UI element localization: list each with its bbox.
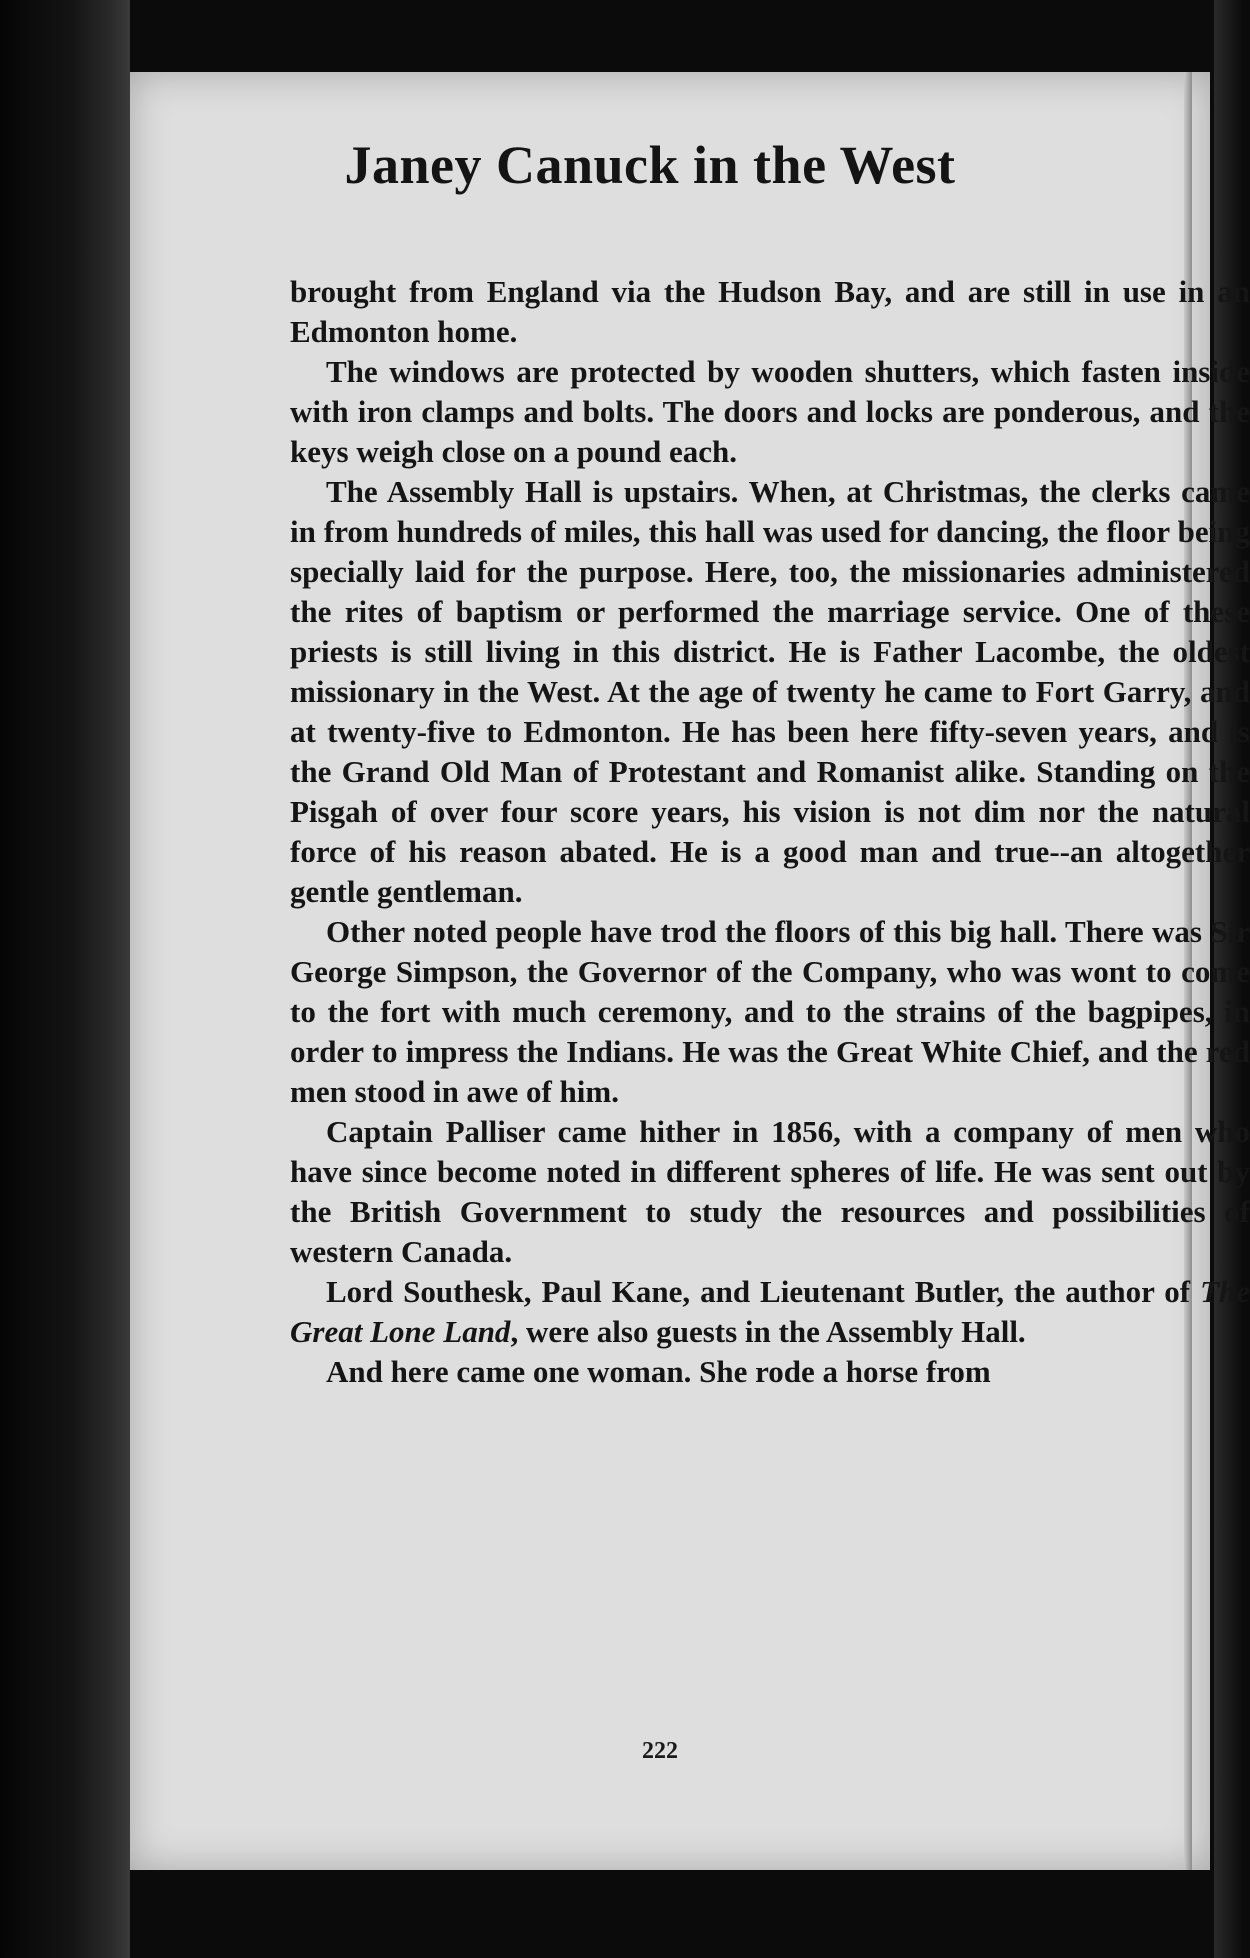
paragraph-lord-southesk (290, 1272, 1250, 1352)
paragraph-captain-palliser: Captain Palliser came hither in 1856, with a company of men who have since become noted in different spheres of life. He was sent out by the British Government to study the resources and possibilities of western Canada. (290, 1114, 1250, 1269)
paragraph-windows: The windows are protected by wooden shutters, which fasten inside with iron clamps and bolts. The doors and locks are ponderous, and the keys weigh close on a pound each. (290, 354, 1250, 469)
scan-border-left (0, 0, 130, 1958)
paragraph-southesk-start: Lord Southesk, Paul Kane, and Lieutenant Butler, the author of (326, 1274, 1201, 1309)
page-body-text (290, 272, 1250, 1732)
paragraph-noted-people: Other noted people have trod the floors of this big hall. There was Sir George Simpson, the Governor of the Company, who was wont to come to the fort with much ceremony, and to the strains of the bagpipes, in order to impress the Indians. He was the Great White Chief, and the red men stood in awe of him. (290, 914, 1250, 1109)
book-page (130, 72, 1250, 1870)
page-number: 222 (642, 1738, 678, 1764)
paragraph-assembly-hall: The Assembly Hall is upstairs. When, at Christmas, the clerks came in from hundreds of miles, this hall was used for dancing, the floor being specially laid for the purpose. Here, too, the missionaries administered the rites of baptism or performed the marriage service. One of these priests is still living in this district. He is Father Lacombe, the oldest missionary in the West. At the age of twenty he came to Fort Garry, and at twenty-five to Edmonton. He has been here fifty-seven years, and is the Grand Old Man of Protestant and Romanist alike. Standing on the Pisgah of over four score years, his vision is not dim nor the natural force of his reason abated. He is a good man and true--an altogether gentle gentleman. (290, 474, 1250, 909)
paragraph-southesk-end: , were also guests in the Assembly Hall. (510, 1314, 1026, 1349)
book-title-italic: The Great Lone Land (290, 1274, 1250, 1349)
running-head: Janey Canuck in the West (344, 135, 956, 195)
paragraph-one-woman: And here came one woman. She rode a horse from (326, 1354, 991, 1389)
paragraph-continuation: brought from England via the Hudson Bay, and are still in use in an Edmonton home. (290, 274, 1250, 349)
